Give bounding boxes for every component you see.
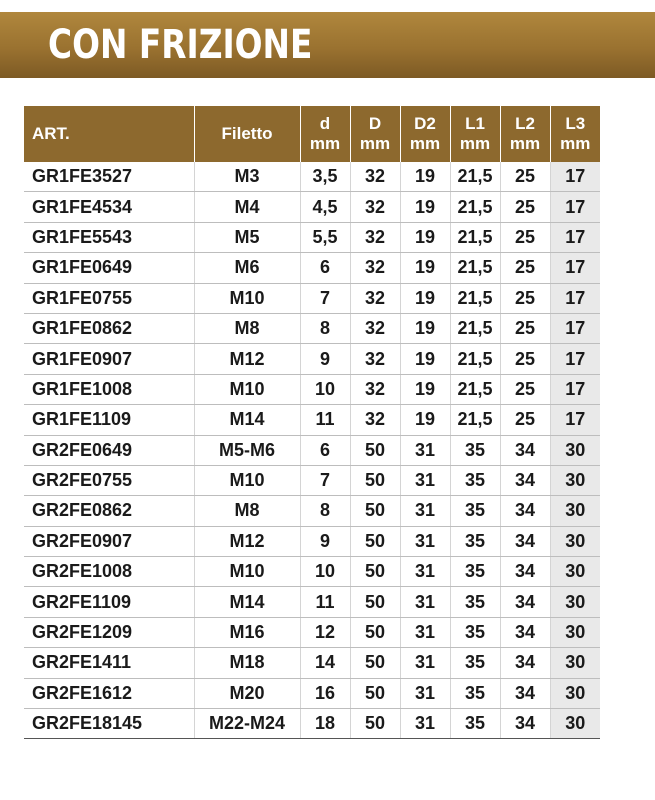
header-D2 [400,106,450,162]
header-L3-unit: mm [560,134,591,153]
cell-art: GR1FE5543 [24,222,194,252]
cell-L1: 35 [450,678,500,708]
cell-D: 50 [350,557,400,587]
cell-D2: 31 [400,587,450,617]
cell-art: GR2FE0755 [24,465,194,495]
cell-art: GR2FE18145 [24,709,194,739]
cell-L3: 17 [550,253,600,283]
cell-filetto: M12 [194,526,300,556]
cell-filetto: M10 [194,465,300,495]
header-d-unit: mm [309,134,341,153]
table-row [24,374,600,404]
cell-L1: 21,5 [450,374,500,404]
cell-D: 32 [350,192,400,222]
cell-L1: 35 [450,557,500,587]
cell-art: GR2FE1008 [24,557,194,587]
cell-L3: 30 [550,435,600,465]
cell-D: 32 [350,405,400,435]
cell-L1: 21,5 [450,222,500,252]
table-row [24,162,600,192]
cell-L1: 35 [450,617,500,647]
header-L2-unit: mm [509,134,541,153]
cell-D2: 31 [400,465,450,495]
cell-L1: 21,5 [450,344,500,374]
header-L2 [500,106,550,162]
cell-L3: 30 [550,709,600,739]
table-row [24,253,600,283]
table-body [24,162,600,739]
cell-L2: 34 [500,587,550,617]
cell-D: 32 [350,374,400,404]
cell-D2: 31 [400,617,450,647]
cell-filetto: M12 [194,344,300,374]
cell-L2: 25 [500,253,550,283]
cell-L3: 17 [550,344,600,374]
title-banner [0,12,655,78]
cell-L3: 17 [550,374,600,404]
cell-L2: 25 [500,283,550,313]
cell-D: 50 [350,648,400,678]
cell-d: 14 [300,648,350,678]
cell-D2: 31 [400,435,450,465]
cell-L2: 25 [500,222,550,252]
cell-filetto: M6 [194,253,300,283]
cell-art: GR2FE1612 [24,678,194,708]
cell-D2: 19 [400,253,450,283]
cell-d: 18 [300,709,350,739]
cell-art: GR2FE0649 [24,435,194,465]
cell-L2: 25 [500,344,550,374]
cell-L3: 30 [550,526,600,556]
table-row [24,465,600,495]
product-table-container [24,106,600,739]
cell-D: 50 [350,587,400,617]
table-row [24,222,600,252]
cell-D2: 19 [400,344,450,374]
cell-D2: 31 [400,496,450,526]
table-row [24,405,600,435]
table-row [24,344,600,374]
cell-art: GR1FE4534 [24,192,194,222]
cell-L3: 17 [550,405,600,435]
table-header-row [24,106,600,162]
header-D-label: D [368,114,382,133]
cell-art: GR1FE1008 [24,374,194,404]
cell-L1: 21,5 [450,253,500,283]
cell-D: 50 [350,678,400,708]
cell-D: 50 [350,435,400,465]
table-row [24,526,600,556]
cell-d: 6 [300,253,350,283]
cell-L2: 25 [500,162,550,192]
cell-L3: 30 [550,678,600,708]
cell-art: GR1FE0907 [24,344,194,374]
cell-filetto: M3 [194,162,300,192]
header-L2-label: L2 [515,114,535,133]
cell-art: GR1FE3527 [24,162,194,192]
cell-art: GR2FE0907 [24,526,194,556]
cell-D: 50 [350,465,400,495]
cell-d: 5,5 [300,222,350,252]
header-D-unit: mm [359,134,391,153]
header-D [350,106,400,162]
cell-art: GR2FE1109 [24,587,194,617]
cell-d: 3,5 [300,162,350,192]
page-title: CON FRIZIONE [48,22,313,68]
cell-art: GR1FE0649 [24,253,194,283]
cell-L2: 34 [500,496,550,526]
cell-d: 8 [300,313,350,343]
cell-d: 11 [300,587,350,617]
cell-filetto: M10 [194,374,300,404]
cell-filetto: M20 [194,678,300,708]
cell-L1: 35 [450,465,500,495]
cell-d: 12 [300,617,350,647]
cell-filetto: M4 [194,192,300,222]
cell-filetto: M16 [194,617,300,647]
table-row [24,435,600,465]
table-row [24,496,600,526]
table-row [24,678,600,708]
table-row [24,617,600,647]
cell-L2: 34 [500,465,550,495]
table-row [24,587,600,617]
product-table [24,106,600,739]
cell-D: 32 [350,313,400,343]
cell-D: 50 [350,617,400,647]
cell-L3: 17 [550,222,600,252]
cell-L1: 21,5 [450,192,500,222]
cell-filetto: M10 [194,283,300,313]
cell-L1: 35 [450,709,500,739]
cell-L3: 30 [550,617,600,647]
cell-d: 6 [300,435,350,465]
cell-D2: 19 [400,192,450,222]
cell-d: 10 [300,557,350,587]
cell-D: 32 [350,344,400,374]
cell-L1: 21,5 [450,162,500,192]
header-D2-label: D2 [414,114,436,133]
cell-D: 32 [350,253,400,283]
cell-D2: 31 [400,709,450,739]
cell-L1: 35 [450,526,500,556]
cell-filetto: M8 [194,313,300,343]
cell-d: 9 [300,344,350,374]
cell-filetto: M14 [194,587,300,617]
cell-filetto: M14 [194,405,300,435]
cell-d: 8 [300,496,350,526]
cell-filetto: M10 [194,557,300,587]
cell-L3: 30 [550,587,600,617]
cell-L1: 35 [450,435,500,465]
cell-L2: 25 [500,374,550,404]
cell-D: 32 [350,283,400,313]
cell-filetto: M8 [194,496,300,526]
cell-art: GR2FE1411 [24,648,194,678]
cell-L2: 34 [500,678,550,708]
cell-d: 7 [300,283,350,313]
cell-L2: 34 [500,617,550,647]
header-art: ART. [24,106,194,162]
cell-D: 32 [350,162,400,192]
cell-L3: 30 [550,648,600,678]
cell-L1: 21,5 [450,405,500,435]
header-D2-unit: mm [409,134,441,153]
cell-D: 32 [350,222,400,252]
cell-L2: 25 [500,313,550,343]
table-row [24,283,600,313]
cell-L2: 34 [500,435,550,465]
cell-d: 16 [300,678,350,708]
header-L1-unit: mm [459,134,491,153]
cell-art: GR2FE0862 [24,496,194,526]
header-L1-label: L1 [465,114,485,133]
cell-d: 10 [300,374,350,404]
cell-D2: 31 [400,557,450,587]
cell-L3: 17 [550,192,600,222]
cell-art: GR2FE1209 [24,617,194,647]
cell-L2: 34 [500,557,550,587]
cell-art: GR1FE0862 [24,313,194,343]
cell-D2: 31 [400,678,450,708]
cell-D2: 31 [400,648,450,678]
cell-D2: 19 [400,313,450,343]
cell-L2: 34 [500,709,550,739]
cell-d: 4,5 [300,192,350,222]
cell-L1: 35 [450,587,500,617]
cell-L3: 30 [550,465,600,495]
cell-D2: 19 [400,222,450,252]
cell-d: 9 [300,526,350,556]
cell-D: 50 [350,709,400,739]
cell-D2: 19 [400,162,450,192]
cell-L2: 34 [500,648,550,678]
header-d [300,106,350,162]
cell-art: GR1FE1109 [24,405,194,435]
cell-d: 7 [300,465,350,495]
table-row [24,313,600,343]
cell-L1: 35 [450,648,500,678]
cell-L2: 34 [500,526,550,556]
table-row [24,557,600,587]
header-d-label: d [319,114,331,133]
cell-filetto: M5-M6 [194,435,300,465]
cell-D: 50 [350,526,400,556]
cell-L2: 25 [500,405,550,435]
cell-D2: 19 [400,405,450,435]
table-row [24,709,600,739]
cell-L2: 25 [500,192,550,222]
table-row [24,648,600,678]
cell-D2: 31 [400,526,450,556]
cell-L3: 17 [550,313,600,343]
cell-d: 11 [300,405,350,435]
cell-L3: 30 [550,496,600,526]
cell-filetto: M22-M24 [194,709,300,739]
cell-D: 50 [350,496,400,526]
cell-L1: 21,5 [450,313,500,343]
cell-D2: 19 [400,283,450,313]
header-L3-label: L3 [565,114,586,133]
cell-L1: 21,5 [450,283,500,313]
header-L3 [550,106,600,162]
cell-L1: 35 [450,496,500,526]
cell-filetto: M5 [194,222,300,252]
header-L1 [450,106,500,162]
cell-filetto: M18 [194,648,300,678]
cell-D2: 19 [400,374,450,404]
cell-L3: 30 [550,557,600,587]
cell-art: GR1FE0755 [24,283,194,313]
cell-L3: 17 [550,162,600,192]
table-row [24,192,600,222]
header-filetto: Filetto [194,106,300,162]
cell-L3: 17 [550,283,600,313]
